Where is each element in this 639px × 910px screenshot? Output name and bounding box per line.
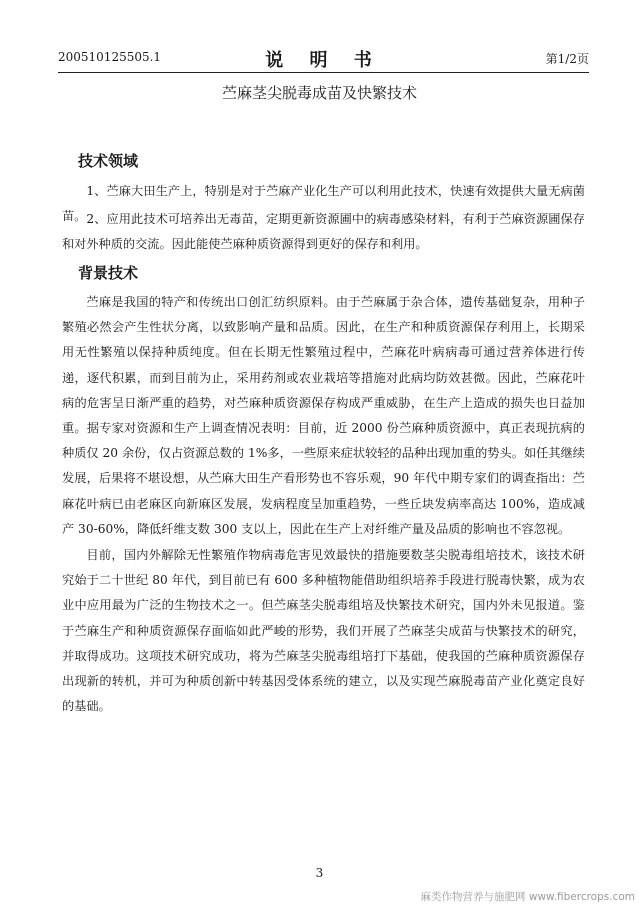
section-heading-field: 技术领域	[78, 152, 139, 170]
background-paragraph-2: 目前，国内外解除无性繁殖作物病毒危害见效最快的措施要数茎尖脱毒组培技术，该技术研究始于二十世纪 80 年代，到目前已有 600 多种植物能借助组织培养手段进行脱毒快繁，成为农业中应用最为广泛的生物技术之一。但苎麻茎尖脱毒组培及快繁技术研究，国内外未见报道。鉴于苎麻生产和种质资源保存面临如此严峻的形势，我们开展了苎麻茎尖成苗与快繁技术的研究，并取得成功。这项技术研究成功，将为苎麻茎尖脱毒组培打下基础，使我国的苎麻种质资源保存出现新的转机，并可为种质创新中转基因受体系统的建立，以及实现苎麻脱毒苗产业化奠定良好的基础。	[62, 548, 585, 714]
field-paragraph-1: 1、苎麻大田生产上，特别是对于苎麻产业化生产可以利用此技术，快速有效提供大量无病菌苗。	[62, 184, 585, 223]
document-type: 说 明 书	[265, 50, 382, 71]
page-number: 3	[315, 866, 324, 880]
page-label: 第1/2页	[545, 52, 589, 66]
header-divider	[58, 72, 589, 73]
page-header	[58, 46, 589, 72]
application-number: 200510125505.1	[58, 50, 162, 64]
watermark: 麻类作物营养与施肥网 www.fibercrops.com	[420, 891, 635, 903]
section-heading-background: 背景技术	[78, 264, 139, 282]
document-title: 苎麻茎尖脱毒成苗及快繁技术	[221, 84, 417, 102]
field-paragraph-2: 2、应用此技术可培养出无毒苗，定期更新资源圃中的病毒感染材料，有利于苎麻资源圃保存和对外种质的交流。因此能使苎麻种质资源得到更好的保存和利用。	[62, 212, 585, 251]
background-paragraph-1: 苎麻是我国的特产和传统出口创汇纺织原料。由于苎麻属于杂合体，遗传基础复杂，用种子繁殖必然会产生性状分离，以致影响产量和品质。因此，在生产和种质资源保存利用上，长期采用无性繁殖以保持种质纯度。但在长期无性繁殖过程中，苎麻花叶病病毒可通过营养体进行传递，逐代积累，而到目前为止，采用药剂或农业栽培等措施对此病均防效甚微。因此，苎麻花叶病的危害呈日渐严重的趋势，对苎麻种质资源保存构成严重威胁，在生产上造成的损失也日益加重。据专家对资源和生产上调查情况表明：目前，近 2000 份苎麻种质资源中，真正表现抗病的种质仅 20 余份，仅占资源总数的 1%多，一些原来症状较轻的品种出现加重的势头。如任其继续发展，后果将不堪设想，从苎麻大田生产看形势也不容乐观，90 年代中期专家们的调查指出：苎麻花叶病已由老麻区向新麻区发展，发病程度呈加重趋势，一些丘块发病率高达 100%，造成减产 30-60%，降低纤维支数 300 支以上，因此在生产上对纤维产量及品质的影响也不容忽视。	[62, 295, 585, 536]
